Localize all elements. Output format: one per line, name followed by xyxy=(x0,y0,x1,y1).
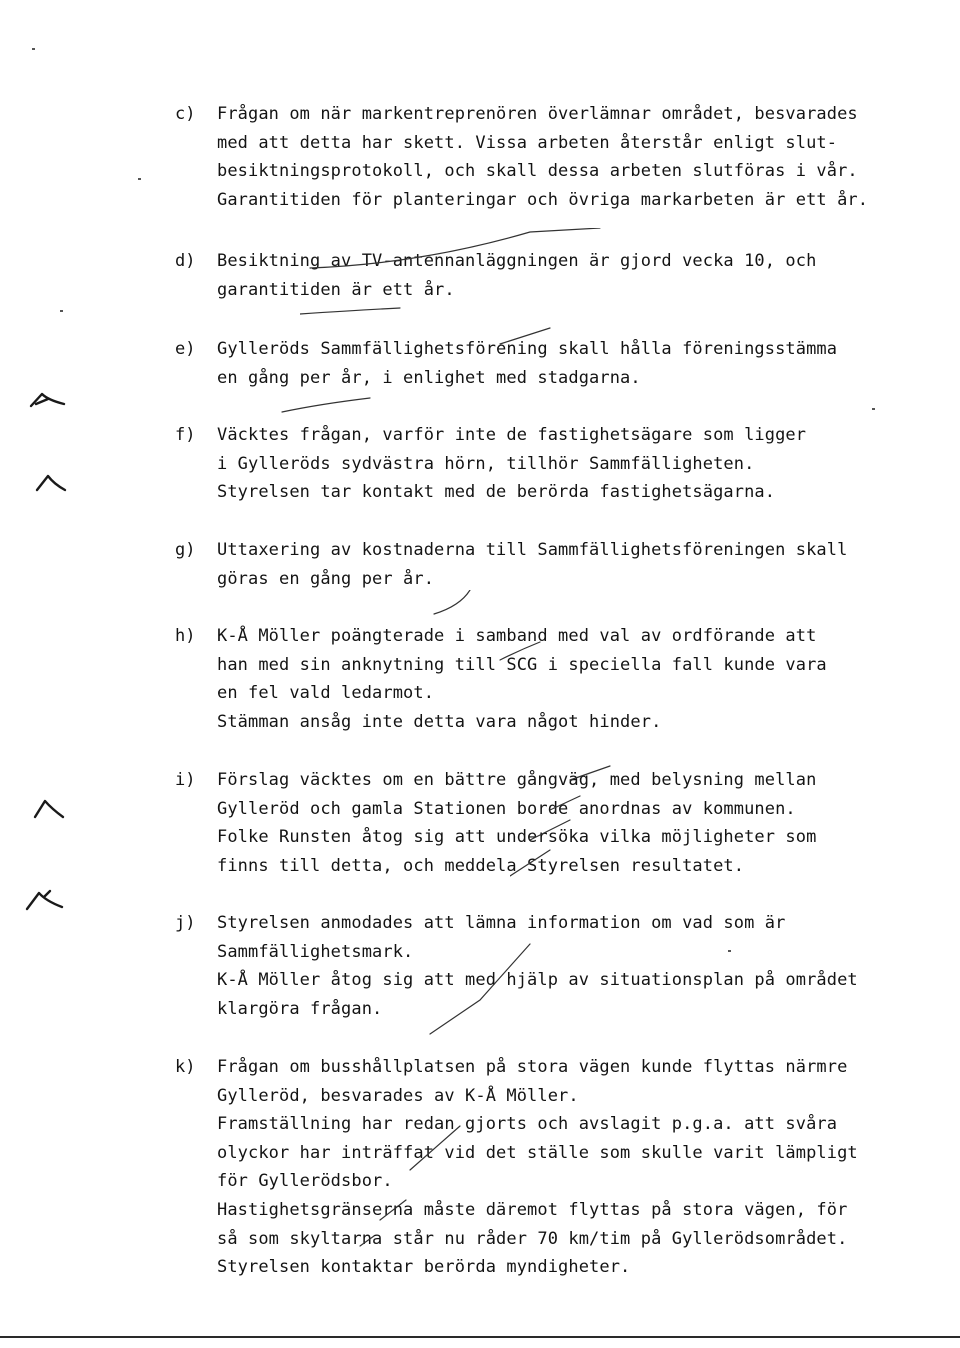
text-line: Garantitiden för planteringar och övriga markarbeten är ett år. xyxy=(217,189,869,210)
pen-stroke-icon xyxy=(280,380,400,420)
item-marker: i) xyxy=(175,770,196,790)
text-line: en fel vald ledarmot. xyxy=(217,683,435,704)
pen-stroke-icon xyxy=(510,760,640,880)
text-line: han med sin anknytning till SCG i speciella fall kunde vara xyxy=(217,654,827,675)
scan-speck xyxy=(60,310,63,312)
caret-check-mark-icon xyxy=(32,795,66,821)
text-line: Hastighetsgränserna måste däremot flyttas på stora vägen, för xyxy=(217,1199,848,1220)
scan-speck xyxy=(138,178,141,180)
text-line: Gylleröd, besvarades av K-Å Möller. xyxy=(217,1085,579,1106)
pen-stroke-icon xyxy=(330,1120,470,1250)
item-text xyxy=(217,1053,937,1282)
caret-check-mark-icon xyxy=(24,885,66,913)
text-line: göras en gång per år. xyxy=(217,568,435,589)
text-line: finns till detta, och meddela Styrelsen resultatet. xyxy=(217,855,745,876)
item-marker: h) xyxy=(175,626,196,646)
text-line: Besiktning av TV-antennanläggningen är gjord vecka 10, och xyxy=(217,251,817,271)
text-line: för Gyllerödsbor. xyxy=(217,1171,393,1192)
item-marker: e) xyxy=(175,339,196,359)
text-line: Folke Runsten åtog sig att undersöka vilka möjligheter som xyxy=(217,827,817,848)
text-line: garantitiden är ett år. xyxy=(217,279,455,300)
caret-check-mark-icon xyxy=(28,388,68,410)
item-text xyxy=(217,536,937,593)
text-line: Styrelsen kontaktar berörda myndigheter. xyxy=(217,1257,631,1278)
text-line: Förslag väcktes om en bättre gångväg, med belysning mellan xyxy=(217,770,817,790)
text-line: klargöra frågan. xyxy=(217,998,383,1019)
page-bottom-rule xyxy=(0,1336,960,1338)
text-line: besiktningsprotokoll, och skall dessa arbeten slutföras i vår. xyxy=(217,161,858,182)
item-marker: c) xyxy=(175,104,196,124)
text-line: Gylleröd och gamla Stationen borde anordnas av kommunen. xyxy=(217,798,796,819)
text-line: en gång per år, i enlighet med stadgarna. xyxy=(217,367,641,388)
text-line: Uttaxering av kostnaderna till Sammfällighetsföreningen skall xyxy=(217,540,848,560)
text-line: Frågan om busshållplatsen på stora vägen kunde flyttas närmre xyxy=(217,1057,848,1077)
pen-stroke-icon xyxy=(420,940,540,1040)
text-line: Gylleröds Sammfällighetsförening skall hålla föreningsstämma xyxy=(217,339,838,359)
pen-stroke-icon xyxy=(300,228,630,348)
caret-check-mark-icon xyxy=(34,470,68,494)
text-line: med att detta har skett. Vissa arbeten återstår enligt slut- xyxy=(217,132,838,153)
text-line: K-Å Möller åtog sig att med hjälp av situationsplan på området xyxy=(217,970,858,991)
item-marker: j) xyxy=(175,913,196,933)
text-line: Styrelsen tar kontakt med de berörda fastighetsägarna. xyxy=(217,482,776,503)
scan-speck xyxy=(872,408,875,410)
item-text xyxy=(217,421,937,507)
item-text xyxy=(217,100,937,214)
text-line: olyckor har inträffat vid det ställe som skulle varit lämpligt xyxy=(217,1142,858,1163)
item-marker: k) xyxy=(175,1057,196,1077)
item-marker: f) xyxy=(175,425,196,445)
item-text xyxy=(217,622,937,736)
text-line: Stämman ansåg inte detta vara något hinder. xyxy=(217,711,662,732)
text-line: i Gylleröds sydvästra hörn, tillhör Sammfälligheten. xyxy=(217,453,755,474)
text-line: så som skyltarna står nu råder 70 km/tim på Gyllerödsområdet. xyxy=(217,1228,848,1249)
text-line: Väcktes frågan, varför inte de fastighetsägare som ligger xyxy=(217,425,807,445)
text-line: K-Å Möller poängterade i samband med val av ordförande att xyxy=(217,626,817,646)
scan-speck xyxy=(32,48,35,50)
item-marker: g) xyxy=(175,540,196,560)
text-line: Frågan om när markentreprenören överlämnar området, besvarades xyxy=(217,104,858,124)
item-text xyxy=(217,909,937,1023)
text-line: Framställning har redan gjorts och avslagit p.g.a. att svåra xyxy=(217,1114,838,1135)
item-marker: d) xyxy=(175,251,196,271)
scan-speck xyxy=(728,950,731,952)
pen-stroke-icon xyxy=(430,590,560,670)
text-line: Styrelsen anmodades att lämna information om vad som är xyxy=(217,913,786,933)
text-line: Sammfällighetsmark. xyxy=(217,941,414,962)
